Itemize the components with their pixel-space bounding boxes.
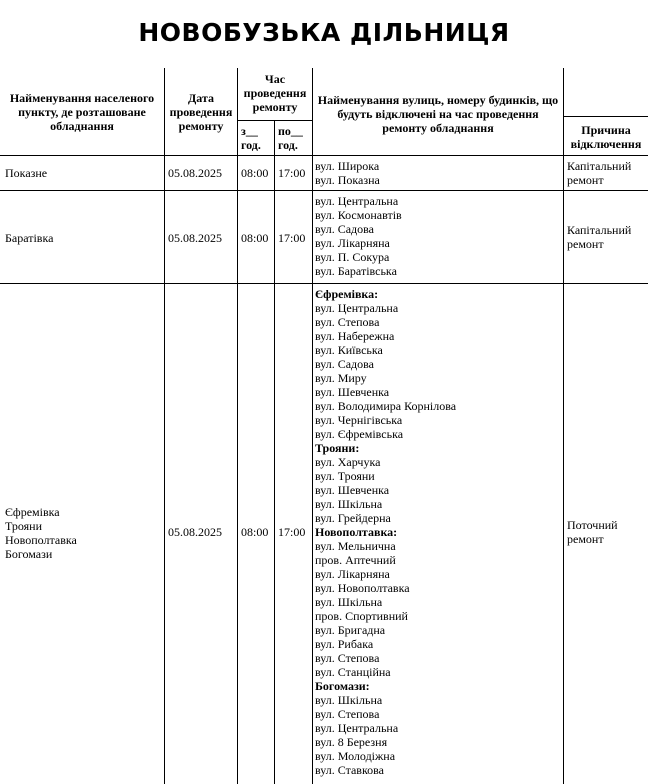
street-item: пров. Спортивний — [315, 609, 408, 623]
table-border — [164, 191, 165, 283]
header-time-to: по__ год. — [278, 124, 303, 152]
street-item: вул. Миру — [315, 371, 367, 385]
time-from-cell: 08:00 — [241, 231, 269, 245]
header-streets: Найменування вулиць, номеру будинків, що будуть відключені на час проведення ремонту обладнання — [317, 93, 559, 135]
page-title: НОВОБУЗЬКА ДІЛЬНИЦЯ — [138, 18, 510, 47]
streets-cell — [315, 194, 402, 278]
settlement-cell: Показне — [5, 166, 48, 180]
street-item: вул. Лікарняна — [315, 236, 390, 250]
date-cell: 05.08.2025 — [168, 525, 222, 539]
street-item: пров. Аптечний — [315, 553, 396, 567]
header-settlement: Найменування населеного пункту, де розташоване обладнання — [9, 91, 155, 133]
street-item: вул. Мельнична — [315, 539, 396, 553]
streets-cell — [315, 159, 380, 187]
street-item: вул. Шевченка — [315, 483, 390, 497]
street-item: вул. Київська — [315, 343, 383, 357]
table-border — [238, 120, 312, 121]
table-border — [0, 155, 648, 156]
table-border — [237, 68, 238, 156]
table-border — [563, 156, 564, 190]
street-item: вул. Бригадна — [315, 623, 386, 637]
table-border — [312, 68, 313, 156]
table-border — [237, 156, 238, 190]
header-reason: Причина відключення — [570, 123, 642, 151]
street-item: вул. Шкільна — [315, 693, 383, 707]
street-item: вул. Рибака — [315, 637, 374, 651]
street-item: вул. Широка — [315, 159, 380, 173]
street-item: вул. Набережна — [315, 329, 395, 343]
table-border — [274, 284, 275, 784]
streets-cell — [315, 287, 456, 777]
street-item: вул. Шкільна — [315, 497, 383, 511]
settlement-name: Новополтавка — [5, 533, 77, 547]
street-item: вул. Станційна — [315, 665, 391, 679]
settlement-name: Трояни — [5, 519, 43, 533]
settlement-group-heading: Богомази: — [315, 679, 370, 693]
street-item: вул. Ставкова — [315, 763, 384, 777]
street-item: вул. Центральна — [315, 721, 399, 735]
time-to-cell: 17:00 — [278, 166, 306, 180]
table-border — [237, 191, 238, 283]
street-item: вул. Молодіжна — [315, 749, 396, 763]
header-date: Дата проведення ремонту — [169, 91, 233, 133]
reason-cell: Капітальний ремонт — [567, 223, 632, 251]
reason-cell: Капітальний ремонт — [567, 159, 632, 187]
street-item: вул. Центральна — [315, 194, 399, 208]
street-item: вул. Степова — [315, 707, 380, 721]
street-item: вул. Лікарняна — [315, 567, 390, 581]
table-border — [274, 156, 275, 190]
time-from-cell: 08:00 — [241, 166, 269, 180]
settlement-group-heading: Новополтавка: — [315, 525, 398, 539]
street-item: вул. Трояни — [315, 469, 375, 483]
settlement-name: Богомази — [5, 547, 53, 561]
street-item: вул. Степова — [315, 651, 380, 665]
header-time-from: з__ год. — [241, 124, 261, 152]
settlement-cell — [5, 505, 77, 561]
table-border — [164, 68, 165, 156]
table-border — [312, 156, 313, 190]
table-row — [0, 190, 648, 191]
settlement-group-heading: Єфремівка: — [315, 287, 379, 301]
table-row — [0, 283, 648, 284]
date-cell: 05.08.2025 — [168, 231, 222, 245]
street-item: вул. Новополтавка — [315, 581, 410, 595]
table-border — [274, 120, 275, 156]
street-item: вул. Садова — [315, 222, 374, 236]
street-item: вул. Шкільна — [315, 595, 383, 609]
time-from-cell: 08:00 — [241, 525, 269, 539]
street-item: вул. Степова — [315, 315, 380, 329]
date-cell: 05.08.2025 — [168, 166, 222, 180]
table-border — [274, 191, 275, 283]
settlement-group-heading: Трояни: — [315, 441, 360, 455]
table-border — [563, 68, 564, 156]
header-time: Час проведення ремонту — [243, 72, 307, 114]
street-item: вул. Чернігівська — [315, 413, 403, 427]
street-item: вул. 8 Березня — [315, 735, 388, 749]
street-item: вул. Шевченка — [315, 385, 390, 399]
table-border — [312, 191, 313, 283]
street-item: вул. Показна — [315, 173, 380, 187]
street-item: вул. Грейдерна — [315, 511, 391, 525]
street-item: вул. П. Сокура — [315, 250, 390, 264]
street-item: вул. Центральна — [315, 301, 399, 315]
street-item: вул. Володимира Корнілова — [315, 399, 457, 413]
table-border — [164, 156, 165, 190]
reason-cell: Поточний ремонт — [567, 518, 618, 546]
table-border — [312, 284, 313, 784]
street-item: вул. Харчука — [315, 455, 381, 469]
time-to-cell: 17:00 — [278, 231, 306, 245]
table-border — [564, 116, 648, 117]
settlement-cell: Баратівка — [5, 231, 54, 245]
table-border — [164, 284, 165, 784]
settlement-name: Єфремівка — [5, 505, 60, 519]
street-item: вул. Космонавтів — [315, 208, 402, 222]
time-to-cell: 17:00 — [278, 525, 306, 539]
table-border — [563, 191, 564, 283]
street-item: вул. Садова — [315, 357, 374, 371]
street-item: вул. Баратівська — [315, 264, 397, 278]
street-item: вул. Єфремівська — [315, 427, 404, 441]
table-border — [563, 284, 564, 784]
table-border — [237, 284, 238, 784]
